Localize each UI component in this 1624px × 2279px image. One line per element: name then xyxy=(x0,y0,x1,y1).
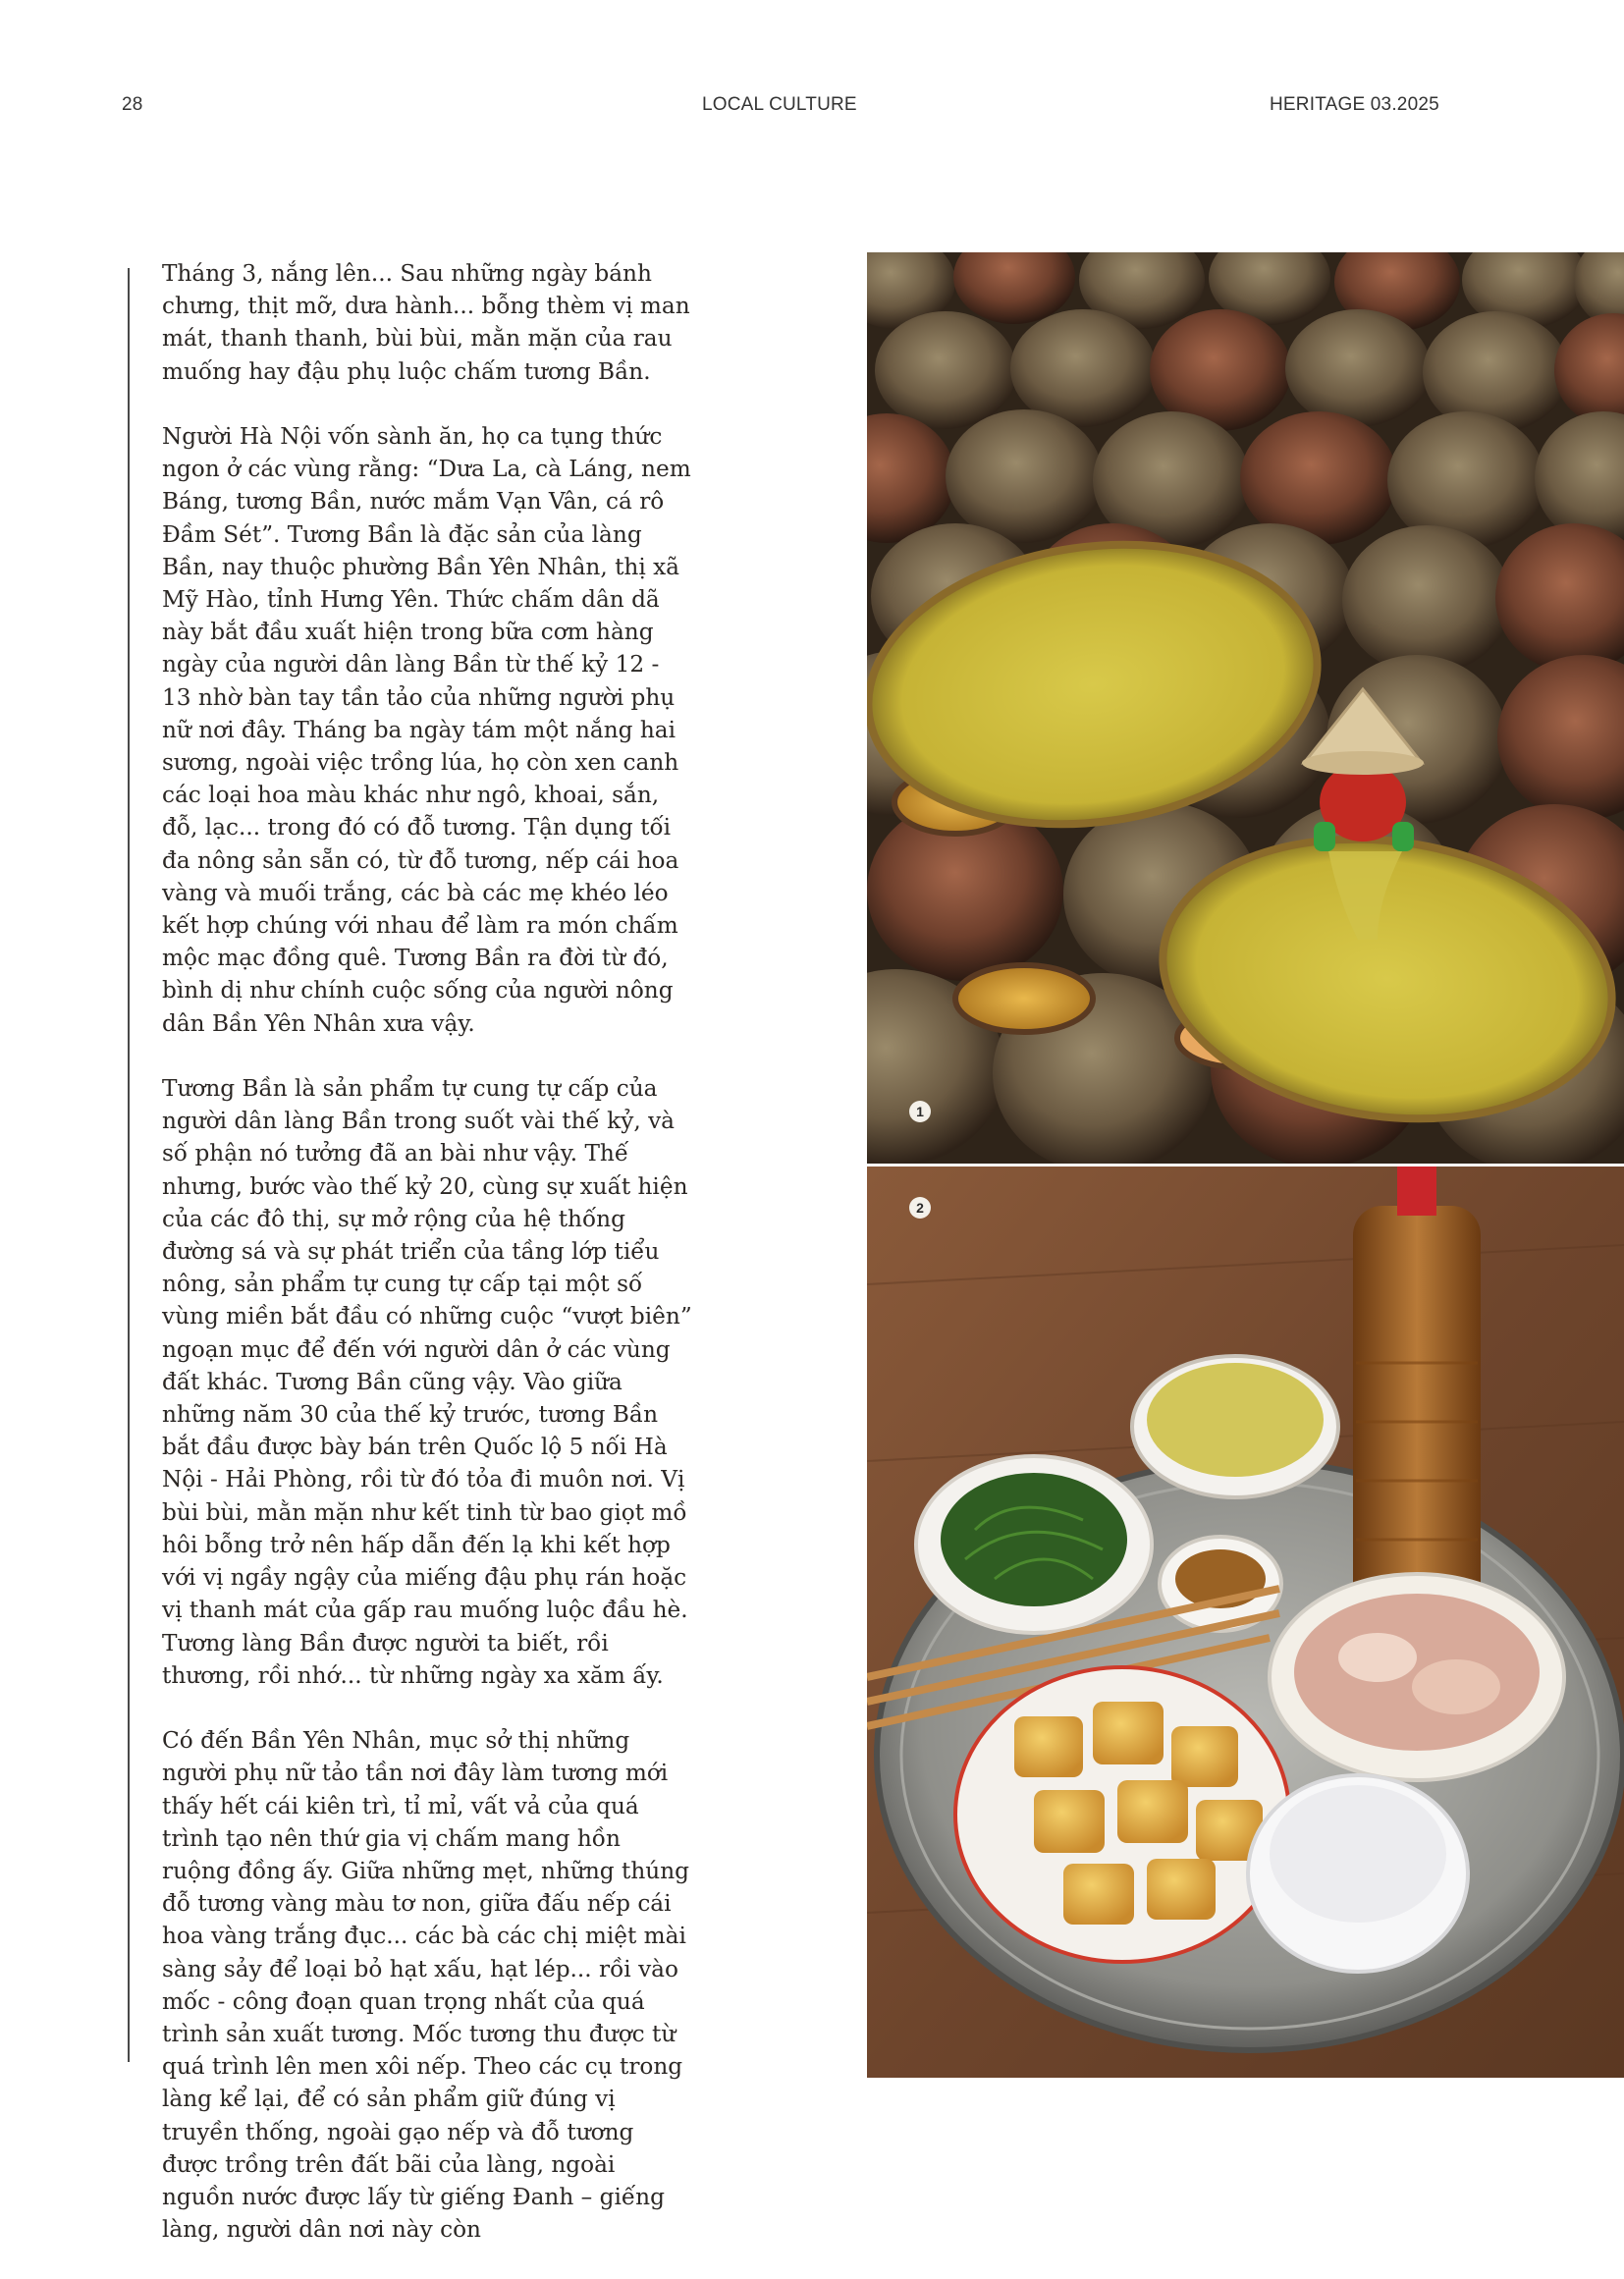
column-rule xyxy=(128,268,130,2062)
paragraph: Tương Bần là sản phẩm tự cung tự cấp của người dân làng Bần trong suốt vài thế kỷ, và số phận nó tưởng đã an bài như vậy. Thế nhưng, bước vào thế kỷ 20, cùng sự xuất hiện của các đô thị, sự mở rộng của hệ thống đường sá và sự phát triển của tầng lớp tiểu nông, sản phẩm tự cung tự cấp tại một số vùng miền bắt đầu có những cuộc “vượt biên” ngoạn mục để đến với người dân ở các vùng đất khác. Tương Bần cũng vậy. Vào giữa những năm 30 của thế kỷ trước, tương Bần bắt đầu được bày bán trên Quốc lộ 5 nối Hà Nội - Hải Phòng, rồi từ đó tỏa đi muôn nơi. Vị bùi bùi, mằn mặn như kết tinh từ bao giọt mồ hôi bỗng trở nên hấp dẫn đến lạ khi kết hợp với vị ngầy ngậy của miếng đậu phụ rán hoặc vị thanh mát của gấp rau muống luộc đầu hè. Tương làng Bần được người ta biết, rồi thương, rồi nhớ... từ những ngày xa xăm ấy. xyxy=(162,1075,692,1689)
article-body xyxy=(162,257,692,2279)
page-header xyxy=(0,94,1624,124)
photo-number-badge: 2 xyxy=(909,1197,931,1219)
paragraph: Người Hà Nội vốn sành ăn, họ ca tụng thức ngon ở các vùng rằng: “Dưa La, cà Láng, nem Báng, tương Bần, nước mắm Vạn Vân, cá rô Đầm Sét”. Tương Bần là đặc sản của làng Bần, nay thuộc phường Bần Yên Nhân, thị xã Mỹ Hào, tỉnh Hưng Yên. Thức chấm dân dã này bắt đầu xuất hiện trong bữa cơm hàng ngày của người dân làng Bần từ thế kỷ 12 - 13 nhờ bàn tay tần tảo của những người phụ nữ nơi đây. Tháng ba ngày tám một nắng hai sương, ngoài việc trồng lúa, họ còn xen canh các loại hoa màu khác như ngô, khoai, sắn, đỗ, lạc... trong đó có đỗ tương. Tận dụng tối đa nông sản sẵn có, từ đỗ tương, nếp cái hoa vàng và muối trắng, các bà các mẹ khéo léo kết hợp chúng với nhau để làm ra món chấm mộc mạc đồng quê. Tương Bần ra đời từ đó, bình dị như chính cuộc sống của người nông dân Bần Yên Nhân xưa vậy. xyxy=(162,423,691,1037)
issue-label: HERITAGE 03.2025 xyxy=(1270,94,1439,115)
section-title: LOCAL CULTURE xyxy=(702,94,857,115)
photo-food-tray xyxy=(867,1167,1624,2078)
paragraph: Có đến Bần Yên Nhân, mục sở thị những người phụ nữ tảo tần nơi đây làm tương mới thấy hết cái kiên trì, tỉ mỉ, vất vả của quá trình tạo nên thứ gia vị chấm mang hồn ruộng đồng ấy. Giữa những mẹt, những thúng đỗ tương vàng màu tơ non, giữa đấu nếp cái hoa vàng trắng đục... các bà các chị miệt mài sàng sảy để loại bỏ hạt xấu, hạt lép... rồi vào mốc - công đoạn quan trọng nhất của quá trình sản xuất tương. Mốc tương thu được từ quá trình lên men xôi nếp. Theo các cụ trong làng kể lại, để có sản phẩm giữ đúng vị truyền thống, ngoài gạo nếp và đỗ tương được trồng trên đất bãi của làng, ngoài nguồn nước được lấy từ giếng Đanh – giếng làng, người dân nơi này còn xyxy=(162,1727,689,2244)
photo-jars xyxy=(867,252,1624,1164)
photo-number-badge: 1 xyxy=(909,1101,931,1122)
paragraph: Tháng 3, nắng lên... Sau những ngày bánh chưng, thịt mỡ, dưa hành... bỗng thèm vị man mát, thanh thanh, bùi bùi, mằn mặn của rau muống hay đậu phụ luộc chấm tương Bần. xyxy=(162,260,690,385)
page-number: 28 xyxy=(122,94,143,115)
